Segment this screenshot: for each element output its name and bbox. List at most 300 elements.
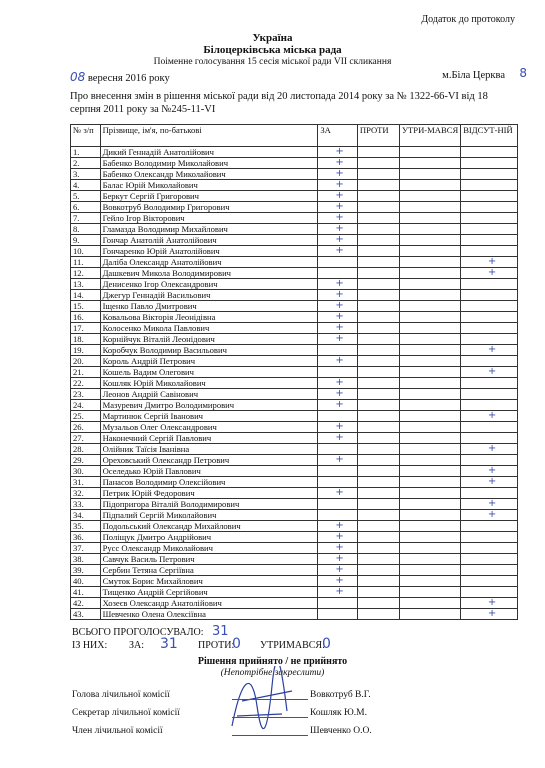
col-abstain: УТРИ-МАВСЯ (399, 125, 460, 147)
signature-role: Секретар лічильної комісії (72, 708, 180, 718)
vote-mark: + (487, 597, 497, 608)
table-row (71, 180, 518, 191)
vote-cell-proty (357, 543, 399, 554)
row-number: 6. (71, 202, 101, 213)
deputy-name: Дашкевич Микола Володимирович (100, 268, 318, 279)
row-number: 1. (71, 147, 101, 158)
deputy-name: Джегур Геннадій Васильович (100, 290, 318, 301)
vote-cell-proty (357, 455, 399, 466)
table-row (71, 466, 518, 477)
row-number: 3. (71, 169, 101, 180)
vote-cell-abstain (399, 290, 460, 301)
deputy-name: Мазуревич Дмитро Володимирович (100, 400, 318, 411)
row-number: 12. (71, 268, 101, 279)
deputy-name: Балас Юрій Миколайович (100, 180, 318, 191)
vote-cell-za (318, 477, 358, 488)
deputy-name: Король Андрій Петрович (100, 356, 318, 367)
vote-cell-proty (357, 169, 399, 180)
deputy-name: Наконечний Сергій Павлович (100, 433, 318, 444)
vote-cell-proty (357, 598, 399, 609)
vote-cell-absent (461, 279, 518, 290)
vote-mark: + (335, 564, 344, 575)
vote-mark: + (487, 465, 497, 476)
deputy-name: Кошель Вадим Олегович (100, 367, 318, 378)
vote-mark: + (335, 168, 344, 179)
vote-cell-za (318, 389, 358, 400)
vote-cell-absent (461, 499, 518, 510)
vote-cell-abstain (399, 202, 460, 213)
vote-mark: + (335, 487, 344, 498)
table-row (71, 510, 518, 521)
deputy-name: Русс Олександр Миколайович (100, 543, 318, 554)
vote-cell-proty (357, 246, 399, 257)
vote-cell-za (318, 334, 358, 345)
vote-cell-za (318, 323, 358, 334)
vote-cell-absent (461, 554, 518, 565)
vote-cell-absent (461, 169, 518, 180)
vote-cell-za (318, 279, 358, 290)
proty-label: ПРОТИ: (198, 640, 235, 651)
vote-mark: + (335, 531, 344, 542)
deputy-name: Смуток Борис Михайлович (100, 576, 318, 587)
deputy-name: Іщенко Павло Дмитрович (100, 301, 318, 312)
vote-cell-za (318, 433, 358, 444)
table-row (71, 565, 518, 576)
row-number: 27. (71, 433, 101, 444)
table-row (71, 268, 518, 279)
vote-cell-abstain (399, 444, 460, 455)
vote-cell-absent (461, 598, 518, 609)
vote-cell-absent (461, 576, 518, 587)
vote-cell-za (318, 257, 358, 268)
vote-mark: + (335, 421, 344, 432)
deputy-name: Даліба Олександр Анатолійович (100, 257, 318, 268)
vote-cell-proty (357, 312, 399, 323)
vote-cell-absent (461, 202, 518, 213)
vote-mark: + (335, 300, 344, 311)
deputy-name: Ковальова Вікторія Леонідівна (100, 312, 318, 323)
abstain-label: УТРИМАВСЯ: (260, 640, 325, 651)
col-num: № з/п (71, 125, 101, 147)
signature-name: Вовкотруб В.Г. (310, 690, 371, 700)
vote-cell-absent (461, 224, 518, 235)
table-row (71, 598, 518, 609)
row-number: 9. (71, 235, 101, 246)
vote-mark: + (487, 476, 497, 487)
table-row (71, 499, 518, 510)
vote-mark: + (335, 388, 344, 399)
vote-cell-za (318, 543, 358, 554)
vote-cell-za (318, 466, 358, 477)
table-row (71, 433, 518, 444)
vote-rows (71, 147, 518, 620)
deputy-name: Олійник Таїсія Іванівна (100, 444, 318, 455)
vote-cell-absent (461, 411, 518, 422)
vote-cell-absent (461, 400, 518, 411)
row-number: 24. (71, 400, 101, 411)
row-number: 19. (71, 345, 101, 356)
vote-cell-proty (357, 378, 399, 389)
row-number: 13. (71, 279, 101, 290)
vote-cell-za (318, 532, 358, 543)
vote-cell-za (318, 235, 358, 246)
vote-cell-abstain (399, 422, 460, 433)
vote-mark: + (487, 498, 497, 509)
vote-mark: + (487, 256, 497, 267)
vote-cell-proty (357, 444, 399, 455)
row-number: 37. (71, 543, 101, 554)
vote-cell-za (318, 312, 358, 323)
vote-cell-proty (357, 477, 399, 488)
row-number: 7. (71, 213, 101, 224)
row-number: 30. (71, 466, 101, 477)
vote-cell-absent (461, 477, 518, 488)
vote-mark: + (335, 542, 344, 553)
vote-mark: + (335, 179, 344, 190)
vote-cell-proty (357, 466, 399, 477)
appendix-label: Додаток до протоколу (421, 14, 515, 25)
vote-cell-abstain (399, 433, 460, 444)
vote-title: Поіменне голосування 15 сесія міської ради VII скликання (153, 57, 392, 67)
vote-cell-proty (357, 279, 399, 290)
vote-cell-abstain (399, 565, 460, 576)
table-row (71, 543, 518, 554)
table-row (71, 147, 518, 158)
vote-cell-absent (461, 488, 518, 499)
vote-mark: + (335, 190, 344, 201)
row-number: 10. (71, 246, 101, 257)
za-label: ЗА: (129, 640, 145, 651)
deputy-name: Кошляк Юрій Миколайович (100, 378, 318, 389)
vote-cell-abstain (399, 268, 460, 279)
vote-mark: + (335, 289, 344, 300)
deputy-name: Панасов Володимир Олексійович (100, 477, 318, 488)
vote-mark: + (335, 157, 344, 168)
vote-cell-abstain (399, 378, 460, 389)
decision-status: Рішення прийнято / не прийнято (197, 656, 348, 667)
deputy-name: Колосенко Микола Павлович (100, 323, 318, 334)
vote-cell-absent (461, 213, 518, 224)
vote-cell-proty (357, 180, 399, 191)
vote-cell-abstain (399, 587, 460, 598)
deputy-name: Корнійчук Віталій Леонідович (100, 334, 318, 345)
vote-cell-abstain (399, 466, 460, 477)
vote-cell-abstain (399, 521, 460, 532)
vote-cell-abstain (399, 158, 460, 169)
row-number: 39. (71, 565, 101, 576)
vote-cell-za (318, 246, 358, 257)
vote-cell-proty (357, 389, 399, 400)
deputy-name: Підопригора Віталій Володимирович (100, 499, 318, 510)
total-voted-label: ВСЬОГО ПРОГОЛОСУВАЛО: (72, 627, 204, 638)
vote-cell-za (318, 301, 358, 312)
deputy-name: Вовкотруб Володимир Григорович (100, 202, 318, 213)
vote-cell-absent (461, 609, 518, 620)
deputy-name: Ореховський Олександр Петрович (100, 455, 318, 466)
vote-mark: + (487, 366, 497, 377)
row-number: 41. (71, 587, 101, 598)
vote-cell-proty (357, 554, 399, 565)
table-row (71, 169, 518, 180)
vote-cell-za (318, 202, 358, 213)
vote-cell-proty (357, 499, 399, 510)
vote-cell-proty (357, 422, 399, 433)
table-row (71, 356, 518, 367)
col-name: Прізвище, ім'я, по-батькові (100, 125, 318, 147)
vote-cell-absent (461, 422, 518, 433)
council-title: Білоцерківська міська рада (203, 44, 342, 56)
vote-cell-absent (461, 246, 518, 257)
vote-mark: + (335, 399, 344, 410)
col-proty: ПРОТИ (357, 125, 399, 147)
deputy-name: Гончаренко Юрій Анатолійович (100, 246, 318, 257)
row-number: 17. (71, 323, 101, 334)
vote-cell-absent (461, 257, 518, 268)
row-number: 21. (71, 367, 101, 378)
vote-cell-proty (357, 158, 399, 169)
vote-cell-za (318, 378, 358, 389)
vote-cell-absent (461, 301, 518, 312)
table-row (71, 224, 518, 235)
vote-cell-abstain (399, 598, 460, 609)
vote-cell-za (318, 224, 358, 235)
table-row (71, 345, 518, 356)
total-voted (72, 624, 229, 639)
vote-mark: + (335, 201, 344, 212)
deputy-name: Дикий Геннадій Анатолійович (100, 147, 318, 158)
vote-cell-absent (461, 521, 518, 532)
vote-cell-za (318, 356, 358, 367)
vote-mark: + (335, 575, 344, 586)
vote-cell-za (318, 499, 358, 510)
vote-cell-proty (357, 609, 399, 620)
vote-cell-za (318, 554, 358, 565)
city: м.Біла Церква (442, 70, 505, 81)
vote-cell-proty (357, 510, 399, 521)
deputy-name: Підпалий Сергій Миколайович (100, 510, 318, 521)
deputy-name: Бабенко Володимир Миколайович (100, 158, 318, 169)
vote-cell-absent (461, 367, 518, 378)
signature-role: Голова лічильної комісії (72, 690, 170, 700)
signature-chair (72, 690, 472, 700)
table-row (71, 202, 518, 213)
vote-mark: + (335, 333, 344, 344)
signature-line (232, 717, 308, 718)
deputy-name: Гламазда Володимир Михайлович (100, 224, 318, 235)
vote-mark: + (335, 377, 344, 388)
vote-cell-proty (357, 301, 399, 312)
table-row (71, 235, 518, 246)
vote-cell-abstain (399, 609, 460, 620)
vote-mark: + (335, 212, 344, 223)
vote-cell-absent (461, 191, 518, 202)
vote-cell-za (318, 180, 358, 191)
vote-mark: + (487, 443, 497, 454)
vote-cell-za (318, 191, 358, 202)
vote-cell-absent (461, 455, 518, 466)
date-line (70, 66, 527, 84)
row-number: 14. (71, 290, 101, 301)
vote-cell-za (318, 290, 358, 301)
table-row (71, 246, 518, 257)
vote-cell-proty (357, 576, 399, 587)
vote-cell-absent (461, 433, 518, 444)
deputy-name: Оселедько Юрій Павлович (100, 466, 318, 477)
vote-cell-proty (357, 257, 399, 268)
table-row (71, 455, 518, 466)
total-voted-value: 31 (211, 624, 229, 639)
deputy-name: Денисенко Ігор Олександрович (100, 279, 318, 290)
vote-cell-absent (461, 180, 518, 191)
vote-cell-za (318, 411, 358, 422)
vote-mark: + (335, 520, 344, 531)
vote-mark: + (335, 278, 344, 289)
vote-cell-abstain (399, 532, 460, 543)
vote-cell-proty (357, 587, 399, 598)
vote-cell-za (318, 598, 358, 609)
table-row (71, 158, 518, 169)
vote-mark: + (335, 146, 344, 157)
table-row (71, 378, 518, 389)
signature-secretary (72, 708, 472, 718)
vote-cell-abstain (399, 213, 460, 224)
row-number: 22. (71, 378, 101, 389)
vote-mark: + (487, 410, 497, 421)
row-number: 35. (71, 521, 101, 532)
vote-cell-abstain (399, 510, 460, 521)
table-row (71, 290, 518, 301)
vote-cell-abstain (399, 301, 460, 312)
deputy-name: Коробчук Володимир Васильович (100, 345, 318, 356)
row-number: 8. (71, 224, 101, 235)
row-number: 34. (71, 510, 101, 521)
row-number: 5. (71, 191, 101, 202)
row-number: 2. (71, 158, 101, 169)
vote-cell-abstain (399, 169, 460, 180)
vote-cell-absent (461, 587, 518, 598)
deputy-name: Сербин Тетяна Сергіївна (100, 565, 318, 576)
signature-line (232, 699, 308, 700)
vote-cell-proty (357, 345, 399, 356)
row-number: 18. (71, 334, 101, 345)
vote-cell-absent (461, 532, 518, 543)
vote-cell-absent (461, 235, 518, 246)
vote-cell-za (318, 422, 358, 433)
vote-mark: + (335, 322, 344, 333)
country-title: Україна (252, 32, 293, 44)
signature-role: Член лічильної комісії (72, 726, 163, 736)
vote-cell-za (318, 488, 358, 499)
vote-cell-za (318, 587, 358, 598)
vote-cell-absent (461, 334, 518, 345)
deputy-name: Хозеєв Олександр Анатолійович (100, 598, 318, 609)
vote-cell-abstain (399, 147, 460, 158)
vote-cell-abstain (399, 499, 460, 510)
table-row (71, 444, 518, 455)
vote-cell-abstain (399, 334, 460, 345)
vote-cell-za (318, 609, 358, 620)
vote-cell-proty (357, 202, 399, 213)
vote-cell-abstain (399, 180, 460, 191)
vote-cell-abstain (399, 257, 460, 268)
table-row (71, 213, 518, 224)
vote-cell-za (318, 158, 358, 169)
vote-cell-abstain (399, 576, 460, 587)
vote-cell-proty (357, 268, 399, 279)
table-row (71, 554, 518, 565)
vote-cell-absent (461, 378, 518, 389)
vote-cell-absent (461, 147, 518, 158)
row-number: 20. (71, 356, 101, 367)
vote-cell-proty (357, 367, 399, 378)
table-row (71, 191, 518, 202)
deputy-name: Музальов Олег Олександрович (100, 422, 318, 433)
vote-cell-proty (357, 488, 399, 499)
vote-cell-absent (461, 158, 518, 169)
row-number: 38. (71, 554, 101, 565)
table-row (71, 312, 518, 323)
vote-cell-proty (357, 191, 399, 202)
deputy-name: Савчук Василь Петрович (100, 554, 318, 565)
vote-cell-za (318, 169, 358, 180)
vote-cell-proty (357, 235, 399, 246)
vote-cell-absent (461, 565, 518, 576)
vote-cell-za (318, 576, 358, 587)
from-label: ІЗ НИХ: (72, 640, 108, 651)
vote-cell-za (318, 268, 358, 279)
decision-note: (Непотрібне закреслити) (220, 668, 325, 678)
table-row (71, 301, 518, 312)
vote-cell-proty (357, 532, 399, 543)
table-row (71, 411, 518, 422)
table-row (71, 532, 518, 543)
vote-mark: + (335, 454, 344, 465)
vote-cell-proty (357, 411, 399, 422)
date-day: 08 (70, 70, 86, 84)
vote-cell-absent (461, 356, 518, 367)
row-number: 25. (71, 411, 101, 422)
row-number: 29. (71, 455, 101, 466)
vote-cell-za (318, 345, 358, 356)
date-rest: вересня 2016 року (87, 73, 170, 84)
vote-cell-za (318, 147, 358, 158)
vote-mark: + (487, 509, 497, 520)
vote-cell-abstain (399, 554, 460, 565)
table-row (71, 521, 518, 532)
signature-name: Шевченко О.О. (310, 726, 372, 736)
row-number: 23. (71, 389, 101, 400)
deputy-name: Подольський Олександр Михайлович (100, 521, 318, 532)
col-absent: ВІДСУТ-НІЙ (461, 125, 518, 147)
vote-cell-proty (357, 147, 399, 158)
vote-mark: + (335, 355, 344, 366)
vote-cell-abstain (399, 356, 460, 367)
row-number: 42. (71, 598, 101, 609)
table-row (71, 334, 518, 345)
table-row (71, 422, 518, 433)
vote-cell-abstain (399, 246, 460, 257)
vote-mark: + (335, 223, 344, 234)
page-mark: 8 (519, 66, 527, 80)
row-number: 40. (71, 576, 101, 587)
vote-cell-proty (357, 224, 399, 235)
vote-cell-abstain (399, 191, 460, 202)
vote-cell-za (318, 455, 358, 466)
vote-cell-proty (357, 356, 399, 367)
vote-cell-za (318, 444, 358, 455)
table-row (71, 488, 518, 499)
vote-cell-absent (461, 510, 518, 521)
